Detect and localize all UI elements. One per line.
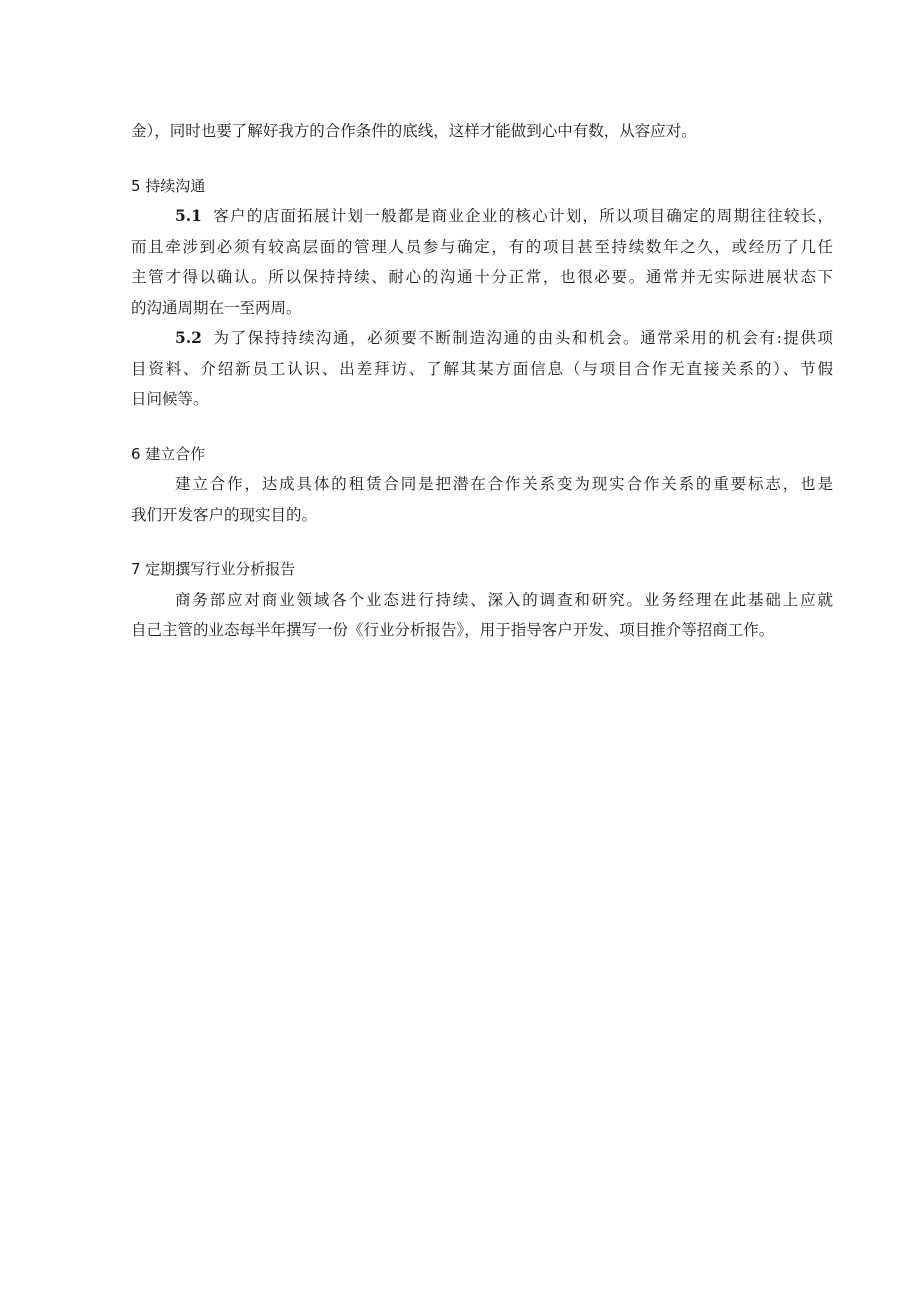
section-6-paragraph	[131, 469, 833, 530]
section-6-heading: 6 建立合作	[131, 444, 206, 463]
paragraph-line: 商务部应对商业领域各个业态进行持续、深入的调查和研究。业务经理在此基础上应就	[175, 590, 833, 609]
paragraph-line: 自己主管的业态每半年撰写一份《行业分析报告》，用于指导客户开发、项目推介等招商工作。	[131, 621, 775, 639]
paragraph-line: 我们开发客户的现实目的。	[131, 505, 318, 524]
paragraph-line: 日问候等。	[131, 390, 209, 408]
paragraph-line: 主管才得以确认。所以保持持续、耐心的沟通十分正常，也很必要。通常并无实际进展状态下	[131, 268, 833, 286]
continuation-paragraph: 金），同时也要了解好我方的合作条件的底线，这样才能做到心中有数，从容应对。	[131, 122, 697, 140]
paragraph-line: 目资料、介绍新员工认识、出差拜访、了解其某方面信息（与项目合作无直接关系的）、节假	[131, 359, 833, 378]
paragraph-line: 建立合作，达成具体的租赁合同是把潜在合作关系变为现实合作关系的重要标志，也是	[175, 475, 833, 493]
paragraph-line: 的沟通周期在一至两周。	[131, 298, 302, 317]
section-7-heading: 7 定期撰写行业分析报告	[131, 560, 296, 578]
paragraph-line: 而且牵涉到必须有较高层面的管理人员参与确定，有的项目甚至持续数年之久，或经历了几任	[131, 237, 833, 256]
section-5-heading: 5 持续沟通	[131, 176, 206, 195]
clause-number: 5.1	[175, 206, 202, 225]
section-7-paragraph	[131, 585, 833, 646]
paragraph-line: 5.2 为了保持持续沟通，必须要不断制造沟通的由头和机会。通常采用的机会有:提供项	[175, 328, 833, 347]
section-5-2-paragraph	[131, 323, 833, 415]
section-5-1-paragraph	[131, 201, 833, 323]
clause-number: 5.2	[175, 328, 202, 347]
document-body	[131, 116, 833, 646]
paragraph-line: 5.1 客户的店面拓展计划一般都是商业企业的核心计划，所以项目确定的周期往往较长，	[175, 206, 833, 225]
